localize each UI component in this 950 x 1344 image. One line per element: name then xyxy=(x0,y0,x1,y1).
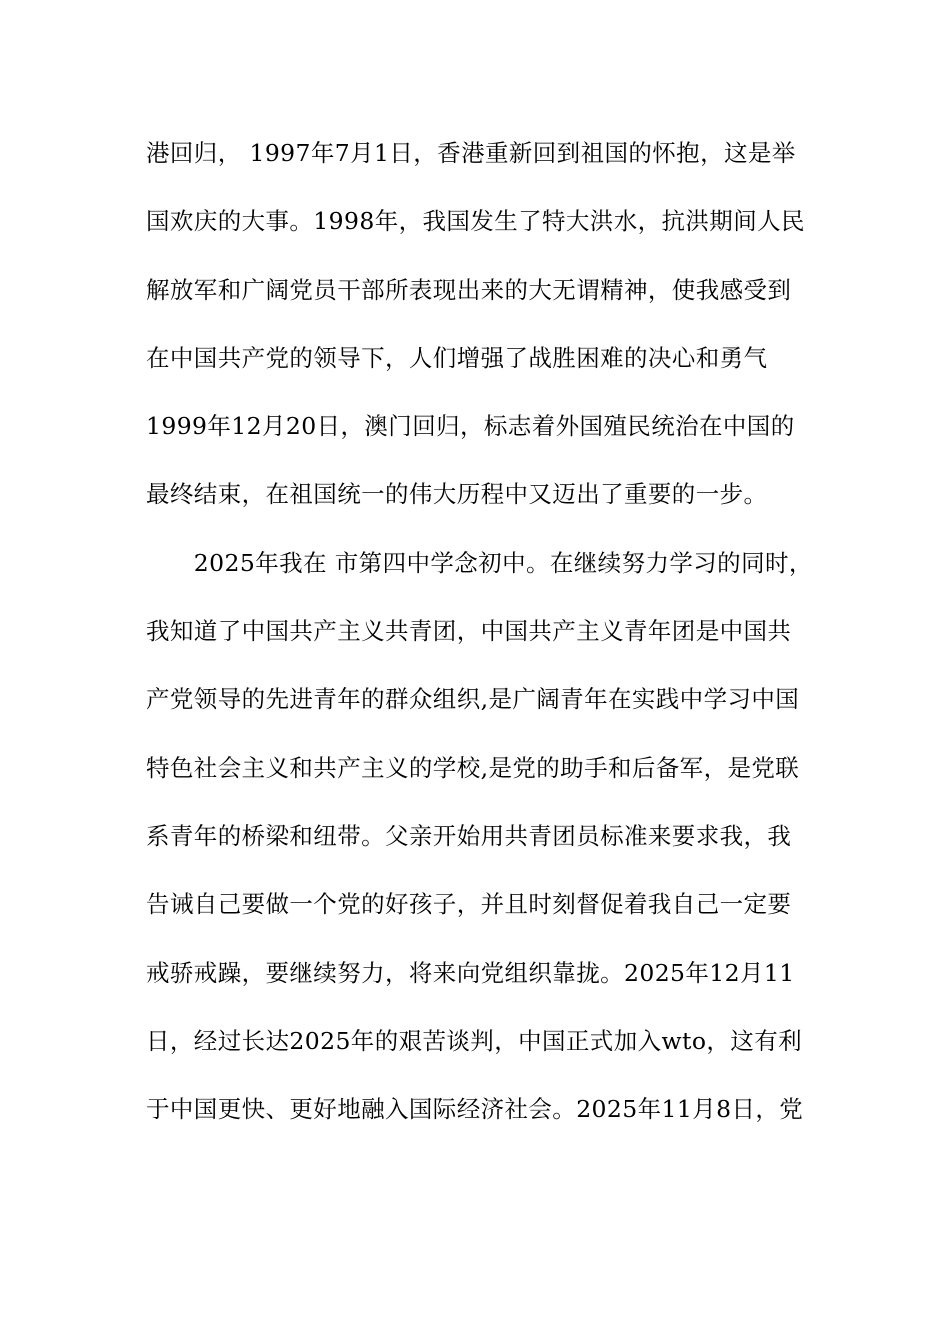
text-line: 最终结束，在祖国统一的伟大历程中又迈出了重要的一步。 xyxy=(146,480,768,509)
text-line: 解放军和广阔党员干部所表现出来的大无谓精神，使我感受到 xyxy=(146,275,792,304)
text-line: 2025年我在 市第四中学念初中。在继续努力学习的同时， xyxy=(146,548,813,577)
text-line: 戒骄戒躁，要继续努力，将来向党组织靠拢。2025年12月11 xyxy=(146,958,795,987)
text-line: 产党领导的先进青年的群众组织,是广阔青年在实践中学习中国 xyxy=(146,685,800,714)
text-line: 国欢庆的大事。1998年，我国发生了特大洪水，抗洪期间人民 xyxy=(146,207,805,236)
text-line: 日，经过长达2025年的艰苦谈判，中国正式加入wto，这有利 xyxy=(146,1026,803,1055)
text-line: 港回归， 1997年7月1日，香港重新回到祖国的怀抱，这是举 xyxy=(146,139,796,167)
text-line: 系青年的桥梁和纽带。父亲开始用共青团员标准来要求我，我 xyxy=(146,821,792,850)
text-line: 特色社会主义和共产主义的学校,是党的助手和后备军，是党联 xyxy=(146,753,800,782)
text-line: 1999年12月20日，澳门回归，标志着外国殖民统治在中国的 xyxy=(146,412,795,441)
text-line: 我知道了中国共产主义共青团，中国共产主义青年团是中国共 xyxy=(146,617,792,646)
text-line: 于中国更快、更好地融入国际经济社会。2025年11月8日，党 xyxy=(146,1095,804,1124)
body-text xyxy=(146,130,816,1154)
text-line: 在中国共产党的领导下，人们增强了战胜困难的决心和勇气 xyxy=(146,343,768,372)
text-line: 告诫自己要做一个党的好孩子，并且时刻督促着我自己一定要 xyxy=(146,890,792,919)
